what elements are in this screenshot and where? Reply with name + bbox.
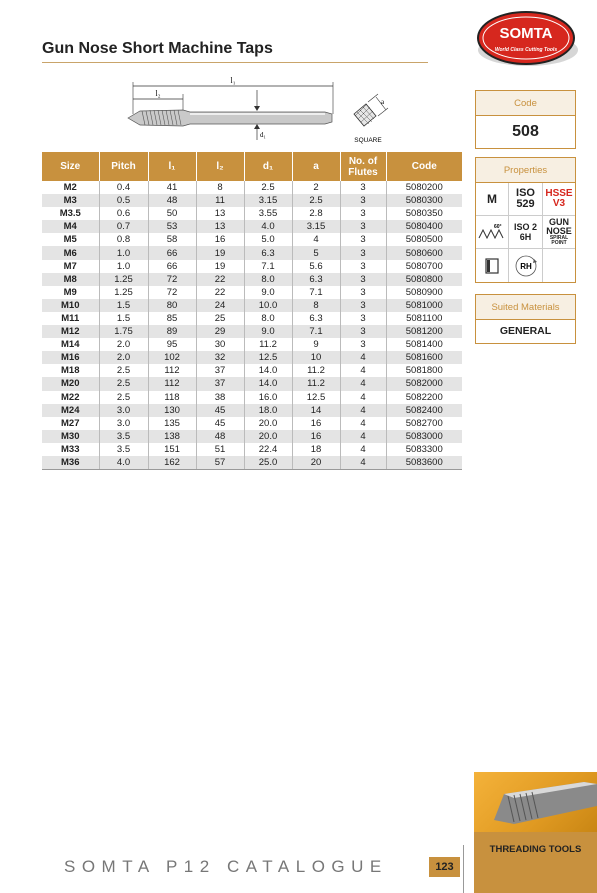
a-label: a [381, 98, 385, 106]
size-cell: M20 [42, 377, 99, 390]
a-cell: 9 [292, 338, 340, 351]
l2-cell: 30 [196, 338, 244, 351]
square-shank-figure [346, 92, 392, 148]
flutes-cell: 3 [340, 299, 386, 312]
l2-cell: 19 [196, 260, 244, 273]
a-cell: 8 [292, 299, 340, 312]
table-row [42, 404, 462, 417]
l2-cell: 22 [196, 273, 244, 286]
flutes-cell: 4 [340, 391, 386, 404]
d1-cell: 5.0 [244, 233, 292, 246]
code-cell: 5082700 [386, 417, 462, 430]
header-d1: d₁ [244, 152, 292, 181]
pitch-cell: 0.8 [99, 233, 148, 246]
size-cell: M2 [42, 181, 99, 194]
properties-panel-heading: Properties [476, 158, 575, 183]
logo-tagline: World Class Cutting Tools [494, 47, 558, 53]
l1-cell: 85 [148, 312, 196, 325]
flutes-cell: 4 [340, 404, 386, 417]
flutes-cell: 4 [340, 456, 386, 469]
l2-cell: 16 [196, 233, 244, 246]
code-cell: 5080900 [386, 286, 462, 299]
l1-cell: 41 [148, 181, 196, 194]
flutes-cell: 3 [340, 325, 386, 338]
d1-cell: 25.0 [244, 456, 292, 469]
flutes-cell: 4 [340, 443, 386, 456]
l1-cell: 112 [148, 377, 196, 390]
table-row [42, 260, 462, 273]
l2-cell: 19 [196, 246, 244, 259]
a-cell: 16 [292, 430, 340, 443]
size-cell: M22 [42, 391, 99, 404]
tap-type-badge [543, 216, 575, 249]
title-divider [42, 62, 428, 63]
tap-spec-table [42, 152, 462, 470]
d1-cell: 8.0 [244, 273, 292, 286]
a-cell: 2 [292, 181, 340, 194]
a-cell: 3.15 [292, 220, 340, 233]
table-row [42, 312, 462, 325]
table-row [42, 194, 462, 207]
l2-cell: 37 [196, 364, 244, 377]
l2-cell: 13 [196, 207, 244, 220]
table-row [42, 233, 462, 246]
materials-panel-heading: Suited Materials [476, 295, 575, 320]
code-cell: 5080800 [386, 273, 462, 286]
code-cell: 5081100 [386, 312, 462, 325]
l1-cell: 151 [148, 443, 196, 456]
l1-cell: 50 [148, 207, 196, 220]
d1-cell: 3.15 [244, 194, 292, 207]
table-row [42, 273, 462, 286]
table-row [42, 207, 462, 220]
size-cell: M36 [42, 456, 99, 469]
l1-label: l₁ [230, 76, 236, 85]
a-cell: 11.2 [292, 364, 340, 377]
l2-cell: 13 [196, 220, 244, 233]
header-code: Code [386, 152, 462, 181]
flutes-cell: 3 [340, 194, 386, 207]
l2-cell: 45 [196, 404, 244, 417]
square-label: SQUARE [354, 137, 382, 144]
code-cell: 5081800 [386, 364, 462, 377]
size-cell: M6 [42, 246, 99, 259]
d1-cell: 12.5 [244, 351, 292, 364]
table-row [42, 443, 462, 456]
flutes-cell: 4 [340, 417, 386, 430]
size-cell: M11 [42, 312, 99, 325]
logo-brand: SOMTA [499, 25, 553, 42]
a-cell: 2.8 [292, 207, 340, 220]
l2-cell: 25 [196, 312, 244, 325]
d1-cell: 9.0 [244, 286, 292, 299]
d1-cell: 16.0 [244, 391, 292, 404]
hand-label: RH [519, 261, 532, 271]
size-cell: M9 [42, 286, 99, 299]
size-cell: M12 [42, 325, 99, 338]
a-cell: 14 [292, 404, 340, 417]
size-cell: M8 [42, 273, 99, 286]
size-cell: M33 [42, 443, 99, 456]
code-cell: 5081200 [386, 325, 462, 338]
material-badge: HSSE V3 [543, 183, 575, 216]
header-size: Size [42, 152, 99, 181]
size-cell: M30 [42, 430, 99, 443]
through-hole-icon [476, 249, 509, 282]
code-cell: 5081000 [386, 299, 462, 312]
code-cell: 5083000 [386, 430, 462, 443]
flutes-cell: 3 [340, 220, 386, 233]
d1-cell: 18.0 [244, 404, 292, 417]
d1-cell: 10.0 [244, 299, 292, 312]
table-row [42, 246, 462, 259]
pitch-cell: 2.0 [99, 338, 148, 351]
l2-label: l₂ [155, 89, 161, 98]
flutes-cell: 4 [340, 377, 386, 390]
code-cell: 5083300 [386, 443, 462, 456]
size-cell: M14 [42, 338, 99, 351]
pitch-cell: 1.5 [99, 299, 148, 312]
l2-cell: 45 [196, 417, 244, 430]
l2-cell: 38 [196, 391, 244, 404]
code-cell: 5081400 [386, 338, 462, 351]
pitch-cell: 1.25 [99, 273, 148, 286]
empty-property-cell [543, 249, 575, 282]
pitch-cell: 1.5 [99, 312, 148, 325]
d1-cell: 14.0 [244, 377, 292, 390]
code-value: 508 [512, 123, 539, 140]
pitch-cell: 0.6 [99, 207, 148, 220]
a-cell: 7.1 [292, 325, 340, 338]
d1-cell: 3.55 [244, 207, 292, 220]
code-cell: 5080500 [386, 233, 462, 246]
flutes-cell: 3 [340, 246, 386, 259]
properties-panel [475, 157, 576, 283]
l1-cell: 58 [148, 233, 196, 246]
flutes-cell: 4 [340, 364, 386, 377]
code-cell: 5080300 [386, 194, 462, 207]
d1-label: d₁ [260, 131, 266, 139]
table-row [42, 351, 462, 364]
l1-cell: 53 [148, 220, 196, 233]
l1-cell: 118 [148, 391, 196, 404]
code-panel [475, 90, 576, 149]
code-cell: 5080600 [386, 246, 462, 259]
flutes-cell: 3 [340, 181, 386, 194]
threading-tools-image [474, 772, 597, 832]
thread-angle-label: 60° [494, 224, 502, 230]
a-cell: 11.2 [292, 377, 340, 390]
header-l1: l₁ [148, 152, 196, 181]
d1-cell: 22.4 [244, 443, 292, 456]
footer-divider [463, 845, 464, 893]
a-cell: 5.6 [292, 260, 340, 273]
pitch-cell: 0.7 [99, 220, 148, 233]
d1-cell: 20.0 [244, 430, 292, 443]
l2-cell: 32 [196, 351, 244, 364]
l1-cell: 130 [148, 404, 196, 417]
catalogue-footer: SOMTA P12 CATALOGUE [64, 857, 388, 876]
l1-cell: 89 [148, 325, 196, 338]
l1-cell: 162 [148, 456, 196, 469]
code-cell: 5082000 [386, 377, 462, 390]
table-row [42, 377, 462, 390]
tap-type-label: GUN NOSE [546, 217, 572, 236]
size-cell: M5 [42, 233, 99, 246]
table-row [42, 364, 462, 377]
l1-cell: 95 [148, 338, 196, 351]
pitch-cell: 0.4 [99, 181, 148, 194]
d1-cell: 20.0 [244, 417, 292, 430]
section-tab[interactable]: THREADING TOOLS [474, 832, 597, 893]
size-cell: M3 [42, 194, 99, 207]
l1-cell: 72 [148, 273, 196, 286]
l2-cell: 11 [196, 194, 244, 207]
pitch-cell: 3.5 [99, 430, 148, 443]
table-row [42, 220, 462, 233]
code-cell: 5082200 [386, 391, 462, 404]
header-l2: l₂ [196, 152, 244, 181]
code-cell: 5080400 [386, 220, 462, 233]
header-a: a [292, 152, 340, 181]
d1-cell: 14.0 [244, 364, 292, 377]
a-cell: 2.5 [292, 194, 340, 207]
pitch-cell: 2.5 [99, 391, 148, 404]
d1-cell: 7.1 [244, 260, 292, 273]
flutes-cell: 4 [340, 351, 386, 364]
l1-cell: 80 [148, 299, 196, 312]
somta-logo [470, 6, 582, 76]
table-row [42, 417, 462, 430]
l2-cell: 22 [196, 286, 244, 299]
pitch-cell: 2.5 [99, 364, 148, 377]
pitch-cell: 1.0 [99, 260, 148, 273]
pitch-cell: 3.0 [99, 404, 148, 417]
l2-cell: 37 [196, 377, 244, 390]
a-cell: 16 [292, 417, 340, 430]
l1-cell: 135 [148, 417, 196, 430]
pitch-cell: 1.25 [99, 286, 148, 299]
table-row [42, 456, 462, 469]
code-cell: 5080200 [386, 181, 462, 194]
a-cell: 10 [292, 351, 340, 364]
standard-badge: ISO 529 [509, 183, 543, 216]
d1-cell: 6.3 [244, 246, 292, 259]
size-cell: M18 [42, 364, 99, 377]
pitch-cell: 3.5 [99, 443, 148, 456]
l1-cell: 102 [148, 351, 196, 364]
page-number: 123 [429, 857, 460, 877]
flutes-cell: 3 [340, 207, 386, 220]
a-cell: 20 [292, 456, 340, 469]
flutes-cell: 3 [340, 312, 386, 325]
table-row [42, 181, 462, 194]
d1-cell: 4.0 [244, 220, 292, 233]
l1-cell: 48 [148, 194, 196, 207]
code-cell: 5083600 [386, 456, 462, 469]
flutes-cell: 3 [340, 273, 386, 286]
table-row [42, 325, 462, 338]
table-header-row [42, 152, 462, 181]
a-cell: 5 [292, 246, 340, 259]
code-cell: 5082400 [386, 404, 462, 417]
l1-cell: 66 [148, 246, 196, 259]
size-cell: M24 [42, 404, 99, 417]
thread-type: M [476, 183, 509, 216]
size-cell: M7 [42, 260, 99, 273]
a-cell: 6.3 [292, 312, 340, 325]
d1-cell: 9.0 [244, 325, 292, 338]
code-cell: 5080700 [386, 260, 462, 273]
a-cell: 12.5 [292, 391, 340, 404]
header-flutes: No. of Flutes [340, 152, 386, 181]
size-cell: M3.5 [42, 207, 99, 220]
table-row [42, 430, 462, 443]
thread-angle-icon [476, 216, 509, 249]
d1-cell: 11.2 [244, 338, 292, 351]
pitch-cell: 0.5 [99, 194, 148, 207]
size-cell: M27 [42, 417, 99, 430]
page-title: Gun Nose Short Machine Taps [42, 40, 273, 57]
flutes-cell: 3 [340, 260, 386, 273]
pitch-cell: 3.0 [99, 417, 148, 430]
pitch-cell: 2.5 [99, 377, 148, 390]
l1-cell: 72 [148, 286, 196, 299]
flutes-cell: 3 [340, 286, 386, 299]
l1-cell: 138 [148, 430, 196, 443]
table-row [42, 391, 462, 404]
right-hand-icon [509, 249, 543, 282]
l2-cell: 48 [196, 430, 244, 443]
d1-cell: 8.0 [244, 312, 292, 325]
flutes-cell: 3 [340, 338, 386, 351]
table-row [42, 338, 462, 351]
l2-cell: 51 [196, 443, 244, 456]
l2-cell: 8 [196, 181, 244, 194]
suited-materials-panel [475, 294, 576, 344]
tap-type-sub: SPIRAL POINT [549, 235, 569, 246]
pitch-cell: 1.0 [99, 246, 148, 259]
tolerance-badge: ISO 2 6H [509, 216, 543, 249]
size-cell: M10 [42, 299, 99, 312]
materials-value: GENERAL [499, 325, 552, 337]
table-row [42, 299, 462, 312]
l2-cell: 29 [196, 325, 244, 338]
flutes-cell: 3 [340, 233, 386, 246]
size-cell: M4 [42, 220, 99, 233]
code-cell: 5080350 [386, 207, 462, 220]
l1-cell: 112 [148, 364, 196, 377]
pitch-cell: 4.0 [99, 456, 148, 469]
a-cell: 6.3 [292, 273, 340, 286]
d1-cell: 2.5 [244, 181, 292, 194]
flutes-cell: 4 [340, 430, 386, 443]
table-row [42, 286, 462, 299]
l2-cell: 57 [196, 456, 244, 469]
a-cell: 7.1 [292, 286, 340, 299]
code-panel-heading: Code [476, 91, 575, 116]
l1-cell: 66 [148, 260, 196, 273]
l2-cell: 24 [196, 299, 244, 312]
header-pitch: Pitch [99, 152, 148, 181]
pitch-cell: 1.75 [99, 325, 148, 338]
a-cell: 18 [292, 443, 340, 456]
code-cell: 5081600 [386, 351, 462, 364]
pitch-cell: 2.0 [99, 351, 148, 364]
size-cell: M16 [42, 351, 99, 364]
a-cell: 4 [292, 233, 340, 246]
